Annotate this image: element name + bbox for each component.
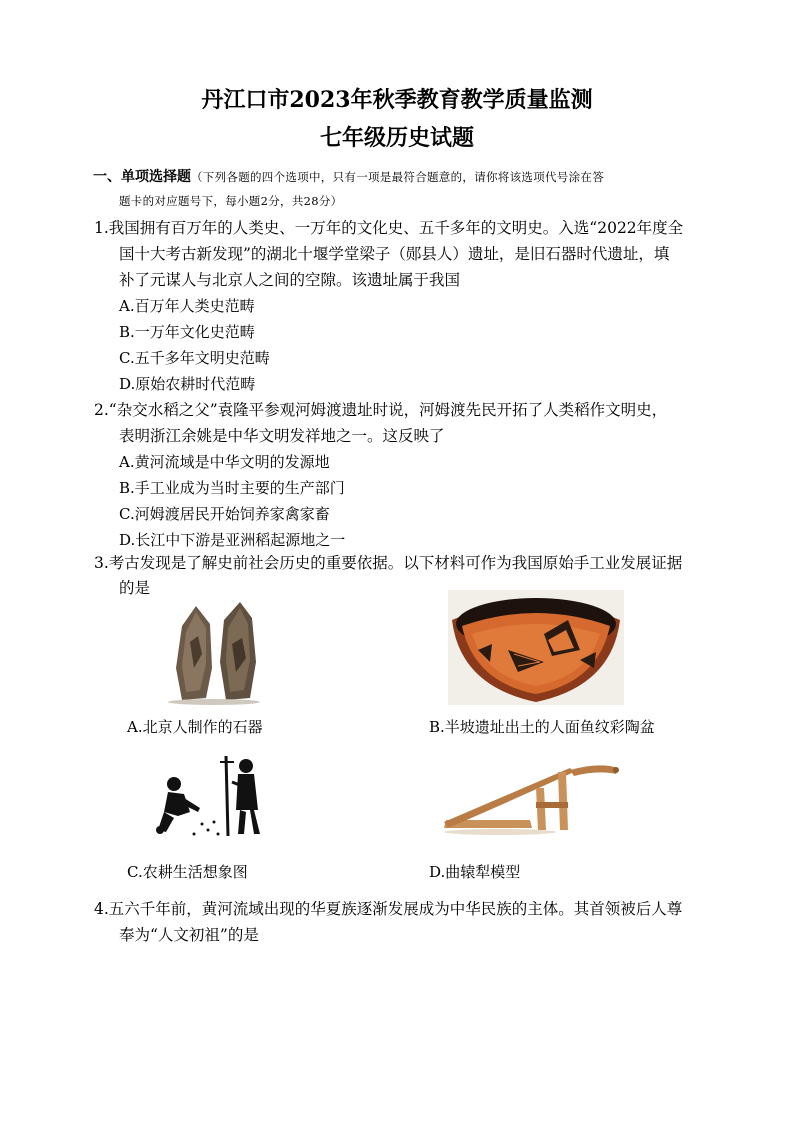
q3-line-1: 3.考古发现是了解史前社会历史的重要依据。以下材料可作为我国原始手工业发展证据 — [94, 554, 683, 572]
q3-line-2: 的是 — [119, 579, 151, 597]
q2-option-d: D.长江中下游是亚洲稻起源地之一 — [119, 531, 346, 549]
section-heading — [93, 167, 604, 187]
stone-tools-image — [160, 598, 268, 706]
q3-caption-b: B.半坡遗址出土的人面鱼纹彩陶盆 — [429, 718, 655, 736]
q2-line-1: 2.“杂交水稻之父”袁隆平参观河姆渡遗址时说，河姆渡先民开拓了人类稻作文明史， — [94, 401, 668, 419]
exam-subtitle: 七年级历史试题 — [319, 125, 474, 151]
q1-option-b: B.一万年文化史范畴 — [119, 323, 255, 341]
q2-option-c: C.河姆渡居民开始饲养家禽家畜 — [119, 505, 330, 523]
q3-caption-a: A.北京人制作的石器 — [127, 718, 263, 736]
q1-line-1: 1.我国拥有百万年的人类史、一万年的文化史、五千多年的文明史。入选“2022年度全 — [94, 219, 684, 237]
q1-option-a: A.百万年人类史范畴 — [119, 297, 255, 315]
section-note-line2: 题卡的对应题号下，每小题2分，共28分） — [119, 194, 343, 208]
q3-caption-d: D.曲辕犁模型 — [429, 863, 521, 881]
q1-option-d: D.原始农耕时代范畴 — [119, 375, 256, 393]
exam-title: 丹江口市2023年秋季教育教学质量监测 — [201, 87, 593, 113]
plough-model-icon — [440, 758, 622, 838]
section-note-line1: （下列各题的四个选项中，只有一项是最符合题意的，请你将该选项代号涂在答 — [191, 170, 604, 184]
pottery-basin-image — [448, 590, 624, 705]
farming-figures-icon — [150, 752, 266, 840]
stone-tools-icon — [160, 598, 268, 706]
q2-line-2: 表明浙江余姚是中华文明发祥地之一。这反映了 — [119, 427, 445, 445]
q2-option-b: B.手工业成为当时主要的生产部门 — [119, 479, 345, 497]
q1-option-c: C.五千多年文明史范畴 — [119, 349, 270, 367]
q4-line-2: 奉为“人文初祖”的是 — [119, 926, 259, 944]
q1-line-3: 补了元谋人与北京人之间的空隙。该遗址属于我国 — [119, 271, 461, 289]
section-label: 一、单项选择题 — [93, 169, 191, 185]
q2-option-a: A.黄河流域是中华文明的发源地 — [119, 453, 330, 471]
pottery-basin-icon — [448, 590, 624, 705]
plough-model-image — [440, 758, 622, 838]
q3-caption-c: C.农耕生活想象图 — [127, 863, 248, 881]
q4-line-1: 4.五六千年前，黄河流域出现的华夏族逐渐发展成为中华民族的主体。其首领被后人尊 — [94, 900, 683, 918]
farming-scene-image — [150, 752, 266, 840]
q1-line-2: 国十大考古新发现”的湖北十堰学堂梁子（郧县人）遗址，是旧石器时代遗址，填 — [119, 245, 670, 263]
